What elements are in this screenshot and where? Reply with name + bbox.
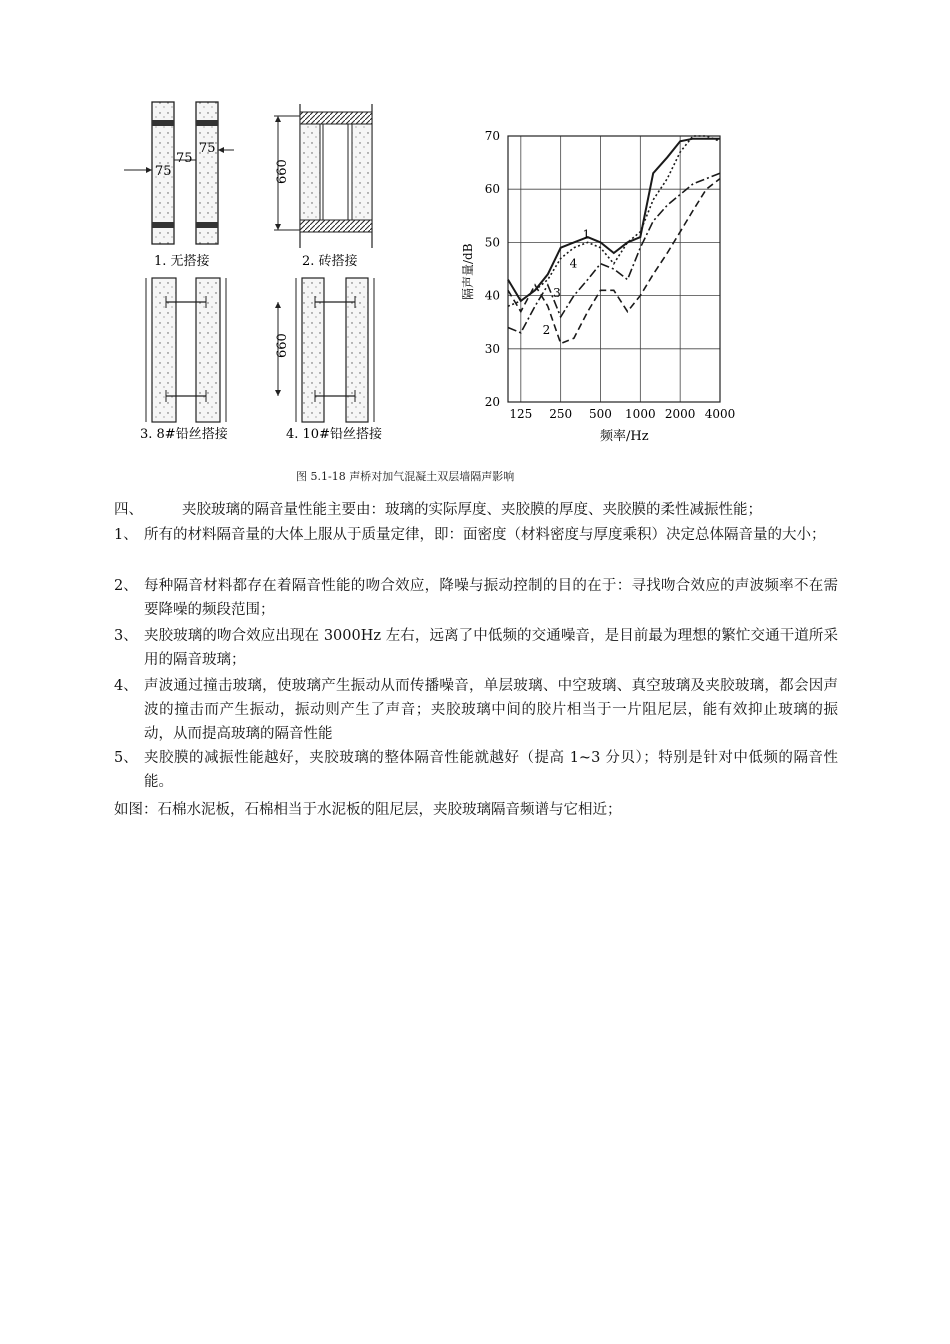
series-line-2: [508, 179, 720, 344]
diagram-4-label: 4. 10#铅丝搭接: [286, 427, 382, 442]
chart-series: [508, 136, 720, 344]
figure-caption: 图 5.1-18 声桥对加气混凝土双层墙隔声影响: [296, 470, 515, 483]
dim-75-c: 75: [199, 141, 216, 156]
x-tick-label: 2000: [664, 407, 696, 421]
paragraph-text: 每种隔音材料都存在着隔音性能的吻合效应，降噪与振动控制的目的在于：寻找吻合效应的声波频率不在需要降噪的频段范围；: [144, 578, 838, 618]
chart-axes: [508, 136, 720, 402]
paragraph-number: 4、: [114, 678, 138, 694]
diagram-2-label: 2. 砖搭接: [302, 254, 358, 269]
wall-diagrams: [110, 90, 410, 450]
diagram-3-label: 3. 8#铅丝搭接: [140, 427, 228, 442]
paragraph-item-2: [114, 574, 838, 622]
dim-75-b: 75: [176, 151, 193, 166]
paragraph-number: 四、: [114, 502, 143, 518]
series-label-4: 4: [569, 256, 578, 271]
diagram-10-wire-bridge: [275, 278, 382, 442]
y-tick-label: 30: [484, 341, 500, 356]
x-axis-label: 频率/Hz: [600, 429, 649, 444]
paragraph-item-3: [114, 624, 838, 672]
paragraph-item-5: [114, 746, 838, 794]
x-tick-label: 4000: [704, 407, 736, 421]
y-tick-label: 60: [484, 182, 500, 197]
x-tick-label: 1000: [625, 407, 656, 421]
series-label-2: 2: [542, 323, 551, 338]
diagram-1-label: 1. 无搭接: [154, 254, 210, 269]
diagram-no-bridge: [124, 102, 234, 269]
paragraph-item-4: [114, 674, 838, 746]
y-axis-label: 隔声量/dB: [461, 243, 475, 300]
paragraph-number: 3、: [114, 628, 138, 644]
series-label-3: 3: [553, 285, 561, 300]
x-tick-label: 250: [549, 407, 573, 421]
diagram-brick-bridge: [274, 104, 372, 269]
y-tick-label: 50: [484, 235, 500, 250]
series-line-1: [508, 139, 720, 301]
paragraph-text: 夹胶玻璃的吻合效应出现在 3000Hz 左右，远离了中低频的交通噪音，是目前最为理想的繁忙交通干道所采用的隔音玻璃；: [144, 628, 838, 668]
x-tick-label: 500: [589, 407, 612, 421]
paragraph-number: 1、: [114, 527, 138, 543]
series-label-1: 1: [582, 227, 591, 242]
dim-660-top: 660: [275, 159, 290, 184]
series-line-4: [508, 136, 720, 306]
paragraph-text: 夹胶膜的减振性能越好，夹胶玻璃的整体隔音性能就越好（提高 1~3 分贝）；特别是针对中低频的隔音性能。: [144, 750, 838, 790]
diagram-8-wire-bridge: [140, 278, 228, 442]
paragraph-item-1: [114, 523, 838, 547]
y-tick-label: 70: [484, 129, 500, 143]
x-tick-label: 125: [509, 407, 533, 421]
plot-frame: [508, 136, 720, 402]
paragraph-number: 5、: [114, 750, 138, 766]
chart-grid: [508, 136, 720, 402]
dim-660-bottom: 660: [275, 333, 290, 358]
paragraph-text: 声波通过撞击玻璃，使玻璃产生振动从而传播噪音，单层玻璃、中空玻璃、真空玻璃及夹胶玻璃，都会因声波的撞击而产生振动，振动则产生了声音；夹胶玻璃中间的胶片相当于一片阻尼层，能有效抑止玻璃的振动，从而提高玻璃的隔音性能: [144, 678, 838, 742]
paragraph-note: [114, 798, 838, 822]
paragraph-number: 2、: [114, 578, 138, 594]
paragraph-text: 夹胶玻璃的隔音量性能主要由：玻璃的实际厚度、夹胶膜的厚度、夹胶膜的柔性减振性能；: [182, 502, 762, 518]
y-tick-label: 40: [484, 288, 500, 303]
paragraph-text: 所有的材料隔音量的大体上服从于质量定律，即：面密度（材料密度与厚度乘积）决定总体隔音量的大小；: [144, 527, 826, 543]
dim-75-a: 75: [155, 164, 172, 179]
chart-ticks: [485, 129, 736, 421]
paragraph-heading: [114, 498, 838, 522]
sound-insulation-chart: [450, 120, 750, 450]
y-tick-label: 20: [484, 395, 500, 409]
paragraph-text: 如图：石棉水泥板，石棉相当于水泥板的阻尼层，夹胶玻璃隔音频谱与它相近；: [114, 802, 622, 818]
